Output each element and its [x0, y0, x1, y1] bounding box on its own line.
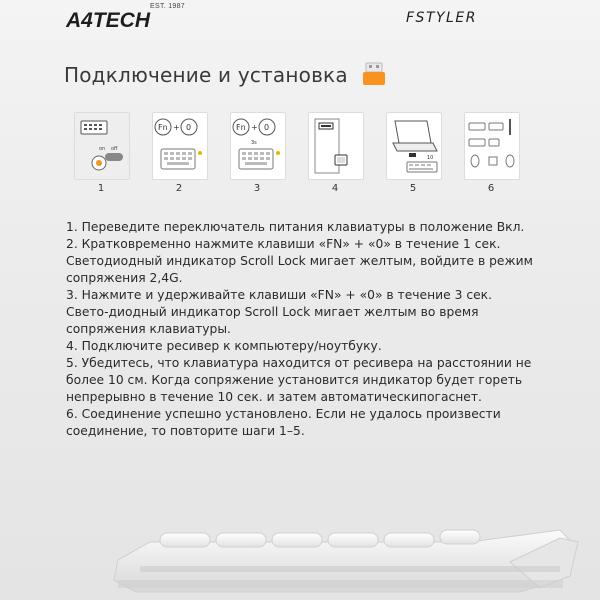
svg-text:Fn: Fn [236, 123, 246, 132]
step-number: 5 [409, 183, 417, 194]
usb-dongle-icon [360, 61, 388, 87]
instruction-item: 1. Переведите переключатель питания клавиатуры в положение Вкл. [66, 220, 525, 234]
devices-icon [464, 112, 520, 180]
svg-text:+: + [251, 123, 258, 132]
instruction-item: 5. Убедитесь, что клавиатура находится от ресивера на расстоянии не более 10 см. Когда сопряжение установится индикатор будет гореть непрерывно в течение 10 сек. и затем автоматическипогаснет. [66, 356, 532, 404]
instruction-item: 6. Соединение успешно установлено. Если не удалось произвести соединение, то повторите шаги 1–5. [66, 407, 501, 438]
step-4 [308, 112, 362, 194]
page-title: Подключение и установка [64, 63, 348, 87]
step-6 [464, 112, 518, 194]
fstyler-logo [406, 9, 546, 25]
svg-text:0: 0 [264, 123, 270, 132]
step-number: 1 [97, 183, 105, 194]
svg-text:on: on [99, 146, 106, 152]
step-number: 3 [253, 183, 261, 194]
instructions-list [66, 219, 536, 440]
keyboard-power-switch-icon [74, 112, 130, 180]
step-5 [386, 112, 440, 194]
a4tech-logo [66, 9, 156, 31]
svg-text:3s: 3s [251, 140, 257, 146]
est-label: EST. 1987 [150, 3, 185, 10]
keyboard-image [0, 480, 600, 600]
laptop-connection-icon [386, 112, 442, 180]
fn-plus-zero-hold-icon [230, 112, 286, 180]
instruction-item: 2. Кратковременно нажмите клавиши «FN» + «0» в течение 1 сек. Светодиодный индикатор Scroll Lock мигает желтым, войдите в режим сопряжения 2,4G. [66, 237, 533, 285]
step-3 [230, 112, 284, 194]
header [0, 0, 600, 40]
step-2 [152, 112, 206, 194]
svg-text:A4TECH: A4TECH [66, 9, 151, 31]
svg-text:off: off [111, 146, 118, 152]
svg-text:10: 10 [427, 155, 434, 161]
usb-receiver-icon [308, 112, 364, 180]
instruction-item: 3. Нажмите и удерживайте клавиши «FN» + «0» в течение 3 сек. Свето-диодный индикатор Scroll Lock мигает желтым во время сопряжения клавиатуры. [66, 288, 492, 336]
instruction-item: 4. Подключите ресивер к компьютеру/ноутбуку. [66, 339, 382, 353]
svg-text:Fn: Fn [158, 123, 168, 132]
svg-text:FSTYLER: FSTYLER [406, 10, 477, 25]
step-number: 6 [487, 183, 495, 194]
step-number: 4 [331, 183, 339, 194]
fn-plus-zero-icon [152, 112, 208, 180]
svg-text:0: 0 [186, 123, 192, 132]
step-number: 2 [175, 183, 183, 194]
steps-strip [74, 112, 534, 192]
svg-text:+: + [173, 123, 180, 132]
step-1 [74, 112, 128, 194]
